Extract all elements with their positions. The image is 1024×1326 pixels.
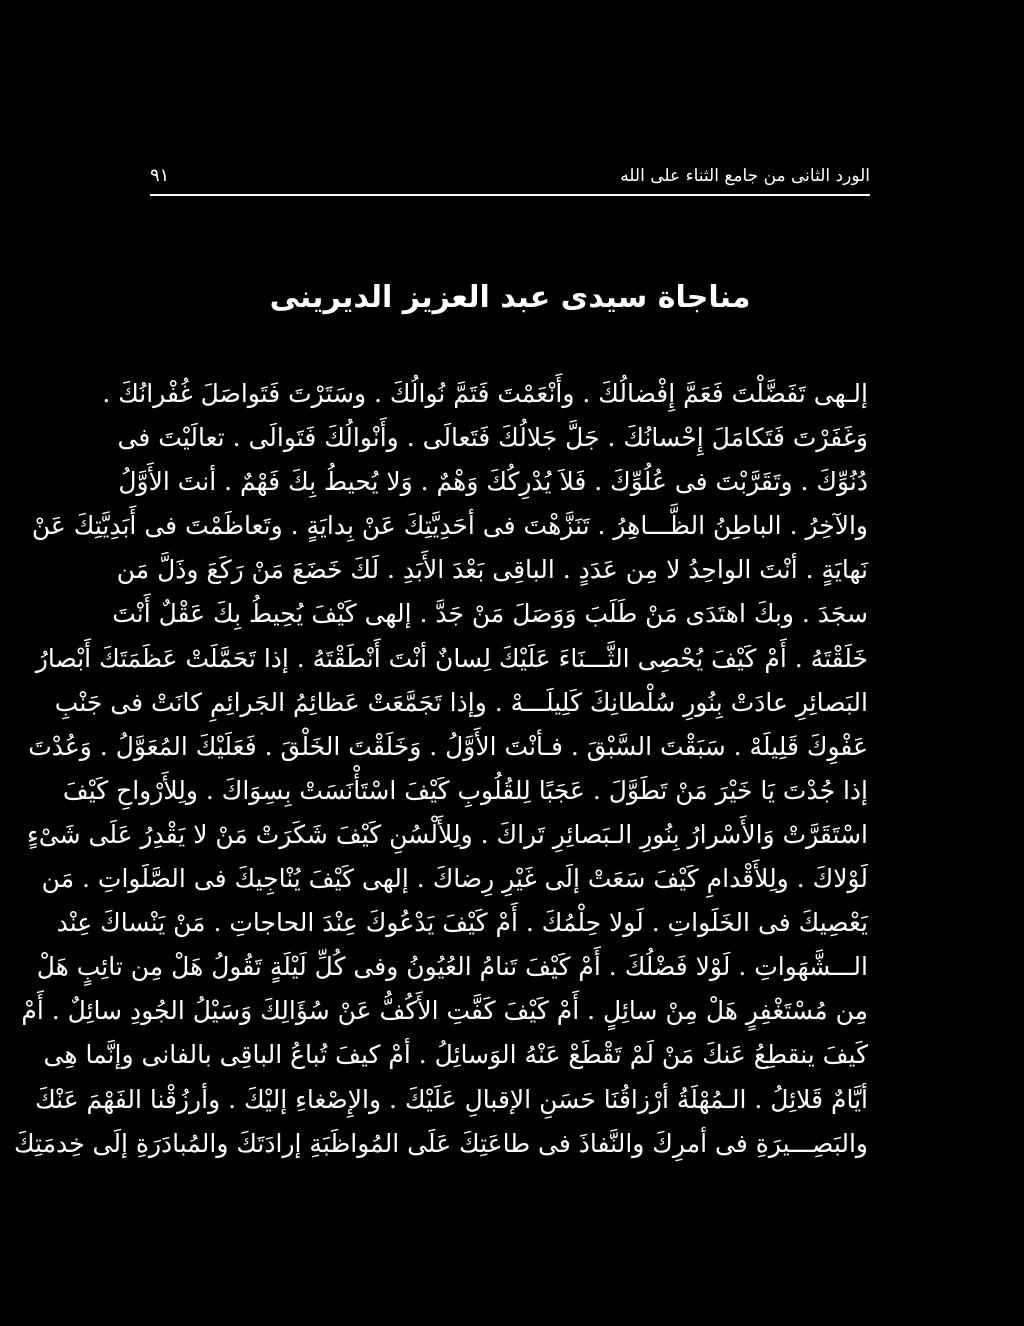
text-line: نَهايَةٍ . أنْتَ الواحِدُ لا مِن عَدَدٍ . الباقِى بَعْدَ الأَبَدِ . لَكَ خَضَعَ مَنْ رَكَعَ وذَلَّ مَن xyxy=(116,555,868,585)
text-line: مِن مُسْتَغْفِرٍ هَلْ مِنْ سائِلٍ . أَمْ كَيْفَ كَفَّتِ الأَكُفُّ عَنْ سُؤَالِكَ وَسَيْلُ الجُودِ سائِلٌ . أَمْ xyxy=(21,996,868,1026)
text-line: الـــشَّهَواتِ . لَوْلا فَضْلُكَ . أَمْ كَيْفَ تَنامُ العُيُونُ وفى كُلِّ لَيْلَةٍ تَقُولُ هَلْ مِن تائِبٍ هَلْ xyxy=(36,952,868,982)
text-line: وَغَفَرْتَ فَتَكامَلَ إِحْسانُكَ . جَلَّ جَلالُكَ فَتَعالَى . وأَنْوالُكَ فَتَوالَى . تعالَيْتَ فى xyxy=(117,423,868,453)
text-line: لَوْلاكَ . ولِلأَقْدامِ كَيْفَ سَعَتْ إلَى غَيْرِ رِضاكَ . إلهى كَيْفَ يُنْاجِيكَ فى الصَّلَواتِ . مَن xyxy=(41,864,868,894)
text-line: إذا جُدْتَ يَا خَيْرَ مَنْ تَطَوَّلَ . عَجَبًا لِلقُلُوبِ كَيْفَ اسْتَأْنَسَتْ بِسِوَاكَ . ولِلأَرْواحِ كَيْفَ xyxy=(62,775,868,805)
page-number: ٩١ xyxy=(150,165,170,186)
text-line: أيَّامٌ قَلائِلُ . الـمُهْلَةُ أرْزاقُنَا حَسَنِ الإقبالِ عَلَيْكَ . والإِصْغاءِ إليْكَ . وأرزُقْنا الفَهْمَ عَنْكَ xyxy=(35,1084,868,1114)
text-line: والبَصِـــيرَةِ فى أمرِكَ والنَّفاذَ فى طاعَتِكَ عَلَى المُواظَبَةِ إرادَتَكَ والمُبادَرَةِ إلَى خِدمَتِكَ xyxy=(13,1128,868,1158)
header-rule xyxy=(150,194,870,196)
text-line: خَلَقْتَهُ . أَمْ كَيْفَ يُحْصِى الثَّـــنَاءَ عَلَيْكَ لِسانٌ أنْتَ أَنْطَقْتَهُ . إذا تَحَمَّلَتْ عَظَمَتَكَ أَبْصارُ xyxy=(35,643,868,673)
text-line: والآخِرُ . الباطِنُ الظَّـــاهِرُ . تَنَزَّهْتَ فى أحَدِيَّتِكَ عَنْ بِدايَةٍ . وتَعاظَمْتَ فى أَبَدِيَّتِكَ عَنْ xyxy=(31,511,868,541)
prayer-title: مناجاة سيدى عبد العزيز الديرينى xyxy=(269,280,751,315)
running-header xyxy=(150,162,870,196)
text-line: كَيفَ ينقطِعُ عَنكَ مَنْ لَمْ تَقْطَعْ عَنْهُ الوَسائِلُ . أمْ كيفَ تُباعُ الباقِى بالفانى وإنَّما هِى xyxy=(43,1040,868,1070)
text-line: دُنُوِّكَ . وتَقَرَّبْتَ فى عُلُوِّكَ . فَلاَ يُدْرِكُكَ وَهْمٌ . وَلا يُحيطُ بِكَ فَهْمٌ . أنتَ الأَوَّلُ xyxy=(118,467,868,497)
text-line: اسْتَقَرَّتْ وَالأَسْرارُ بِنُورِ الـبَصائِرِ تَراكَ . ولِلأَلْسُنِ كَيْفَ شَكَرَتْ مَنْ لا يَقْدِرُ عَلَى شَىْءٍ xyxy=(27,819,868,849)
text-line: يَعْصِيكَ فى الخَلَواتِ . لَولا حِلْمُكَ . أَمْ كَيْفَ يَدْعُوكَ عِنْدَ الحاجاتِ . مَنْ يَنْساكَ عِنْد xyxy=(56,908,868,938)
text-line: عَفْوِكَ قَلِيلَهْ . سَبَقْتَ السَّبْقَ . فـأنْتَ الأَوَّلُ . وَخَلَقْتَ الخَلْقَ . فَعَلَيْكَ المُعَوَّلُ . وَعُدْتَ xyxy=(28,731,868,761)
text-line: البَصائِرِ عادَتْ بِنُورِ سُلْطانِكَ كَلِيلَـــهْ . وإذا تَجَمَّعَتْ عَظائِمُ الجَرائِمِ كانَتْ فى جَنْبِ xyxy=(54,687,868,717)
header-title: الورد الثانى من جامع الثناء على الله xyxy=(620,166,870,186)
text-line: إلـهى تَفَضَّلْتَ فَعَمَّ إِفْضالُكَ . وأَنْعَمْتَ فَتَمَّ نُوالُكَ . وسَتَرْتَ فَتَواصَلَ غُفْرانُكَ . xyxy=(102,379,868,408)
text-line: سجَدَ . وبكَ اهتَدَى مَنْ طَلَبَ وَوَصَلَ مَنْ جَدَّ . إلهى كَيْفَ يُحِيطُ بِكَ عَقْلٌ أَنْتَ xyxy=(112,599,868,629)
prayer-body xyxy=(13,372,868,1166)
